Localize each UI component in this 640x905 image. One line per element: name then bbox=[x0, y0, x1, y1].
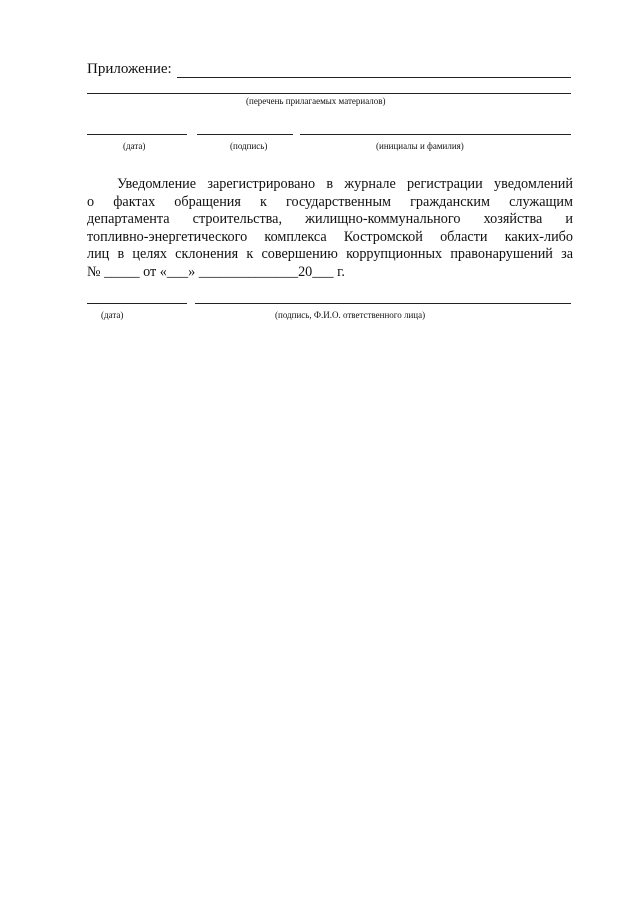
date-caption-1: (дата) bbox=[123, 141, 146, 151]
appendix-list-caption: (перечень прилагаемых материалов) bbox=[246, 96, 386, 106]
notice-line: о фактах обращения к государственным гражданским служащим bbox=[87, 193, 573, 210]
appendix-label: Приложение: bbox=[87, 61, 172, 77]
name-caption-1: (инициалы и фамилия) bbox=[376, 141, 464, 151]
appendix-line-2 bbox=[87, 93, 571, 94]
signature-line-1 bbox=[197, 134, 293, 135]
responsible-caption-2: (подпись, Ф.И.О. ответственного лица) bbox=[275, 310, 426, 320]
date-line-1 bbox=[87, 134, 187, 135]
notice-line: Уведомление зарегистрировано в журнале регистрации уведомлений bbox=[117, 176, 573, 192]
signature-caption-1: (подпись) bbox=[230, 141, 268, 151]
responsible-line-2 bbox=[195, 303, 571, 304]
notice-line: департамента строительства, жилищно-коммунального хозяйства и bbox=[87, 211, 573, 228]
appendix-line-1 bbox=[177, 77, 571, 78]
date-line-2 bbox=[87, 303, 187, 304]
notice-line: лиц в целях склонения к совершению коррупционных правонарушений за bbox=[87, 246, 573, 263]
notice-registration-number-line: № _____ от «___» ______________20___ г. bbox=[87, 263, 345, 280]
name-line-1 bbox=[300, 134, 571, 135]
date-caption-2: (дата) bbox=[101, 310, 124, 320]
notice-line: топливно-энергетического комплекса Костромской области каких-либо bbox=[87, 228, 573, 245]
registration-notice bbox=[87, 176, 573, 282]
